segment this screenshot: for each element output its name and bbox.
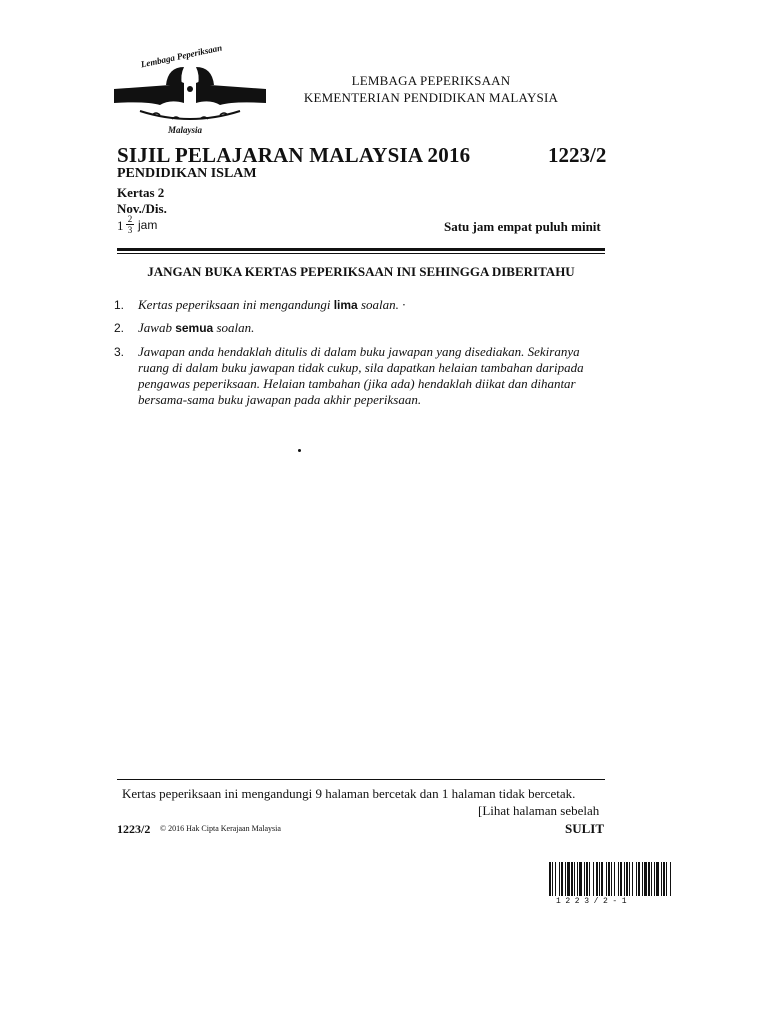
instruction-number: 3. <box>114 345 125 359</box>
barcode-bar <box>663 862 665 896</box>
exam-session: Nov./Dis. <box>117 201 167 216</box>
barcode <box>548 862 674 896</box>
exam-board-logo <box>110 42 270 140</box>
instruction-text-start: Jawab <box>138 320 176 335</box>
barcode-bar <box>586 862 588 896</box>
instruction-number: 1. <box>114 298 125 312</box>
paper-number: Kertas 2 <box>117 185 165 200</box>
ministry-name: KEMENTERIAN PENDIDIKAN MALAYSIA <box>303 90 559 105</box>
barcode-bar <box>567 862 570 896</box>
duration-unit: jam <box>138 218 158 232</box>
barcode-bar <box>579 862 582 896</box>
exam-title: SIJIL PELAJARAN MALAYSIA 2016 <box>117 143 471 167</box>
barcode-bar <box>593 862 594 896</box>
footer-divider <box>117 779 605 780</box>
barcode-icon <box>548 862 674 896</box>
barcode-bar <box>601 862 603 896</box>
duration-numerator: 2 <box>127 214 133 224</box>
barcode-bar <box>559 862 560 896</box>
instruction-number: 2. <box>114 321 125 335</box>
barcode-bar <box>596 862 598 896</box>
barcode-bar <box>606 862 607 896</box>
barcode-text: 1223/2-1 <box>556 897 632 906</box>
barcode-bar <box>614 862 615 896</box>
barcode-bar <box>670 862 671 896</box>
barcode-bar <box>644 862 647 896</box>
instruction-emphasis: semua <box>175 321 214 335</box>
duration-fraction <box>126 214 134 235</box>
instruction-text-start: Kertas peperiksaan ini mengandungi <box>138 297 334 312</box>
subject-name: PENDIDIKAN ISLAM <box>117 166 257 181</box>
barcode-bar <box>549 862 551 896</box>
barcode-bar <box>656 862 659 896</box>
board-name: LEMBAGA PEPERIKSAAN <box>351 73 511 88</box>
barcode-bar <box>555 862 556 896</box>
exam-board-heading <box>272 72 590 106</box>
barcode-bar <box>632 862 633 896</box>
footer-paper-code: 1223/2 <box>117 822 151 836</box>
duration-in-words: Satu jam empat puluh minit <box>444 219 601 234</box>
logo-bottom-text: Malaysia <box>168 125 203 135</box>
barcode-bar <box>577 862 578 896</box>
duration-denominator: 3 <box>127 225 133 235</box>
barcode-bar <box>561 862 563 896</box>
logo-top-text: Lembaga Peperiksaan <box>139 42 223 70</box>
instruction-text-end: soalan. · <box>357 297 406 312</box>
instruction-text: Jawapan anda hendaklah ditulis di dalam buku jawapan yang disediakan. Sekiranya ruang di dalam buku jawapan tidak cukup, sila dapatkan helaian tambahan daripada pengawas peperiksaan. Helaian tambahan (jika ada) hendaklah diikat dan dihantar bersama-sama buku jawapan pada akhir peperiksaan. <box>138 344 584 407</box>
barcode-bar <box>611 862 612 896</box>
stray-mark <box>298 449 301 452</box>
do-not-open-warning: JANGAN BUKA KERTAS PEPERIKSAAN INI SEHINGGA DIBERITAHU <box>147 264 575 279</box>
page-count-note: Kertas peperiksaan ini mengandungi 9 halaman bercetak dan 1 halaman tidak bercetak. <box>122 786 576 801</box>
barcode-bar <box>636 862 637 896</box>
turn-page-note: [Lihat halaman sebelah <box>478 803 600 818</box>
barcode-bar <box>565 862 566 896</box>
instruction-text <box>138 320 608 336</box>
barcode-bar <box>642 862 643 896</box>
classification-label: SULIT <box>565 821 605 836</box>
barcode-bar <box>608 862 610 896</box>
barcode-bar <box>599 862 600 896</box>
duration-whole: 1 <box>117 218 124 233</box>
barcode-bar <box>571 862 573 896</box>
barcode-bar <box>620 862 622 896</box>
barcode-bar <box>651 862 652 896</box>
instruction-text <box>138 297 608 313</box>
header-divider-thin <box>117 253 605 254</box>
barcode-bar <box>638 862 640 896</box>
barcode-bar <box>624 862 625 896</box>
barcode-bar <box>648 862 650 896</box>
barcode-bar <box>552 862 553 896</box>
barcode-bar <box>629 862 630 896</box>
header-divider-thick <box>117 248 605 251</box>
barcode-bar <box>626 862 628 896</box>
barcode-bar <box>618 862 619 896</box>
barcode-bar <box>666 862 667 896</box>
barcode-bar <box>584 862 585 896</box>
copyright-notice: © 2016 Hak Cipta Kerajaan Malaysia <box>160 824 281 833</box>
instruction-emphasis: lima <box>333 298 358 312</box>
paper-code: 1223/2 <box>548 143 607 167</box>
barcode-bar <box>661 862 662 896</box>
barcode-bar <box>589 862 590 896</box>
barcode-bar <box>574 862 575 896</box>
barcode-bar <box>654 862 655 896</box>
instruction-text-end: soalan. <box>213 320 255 335</box>
